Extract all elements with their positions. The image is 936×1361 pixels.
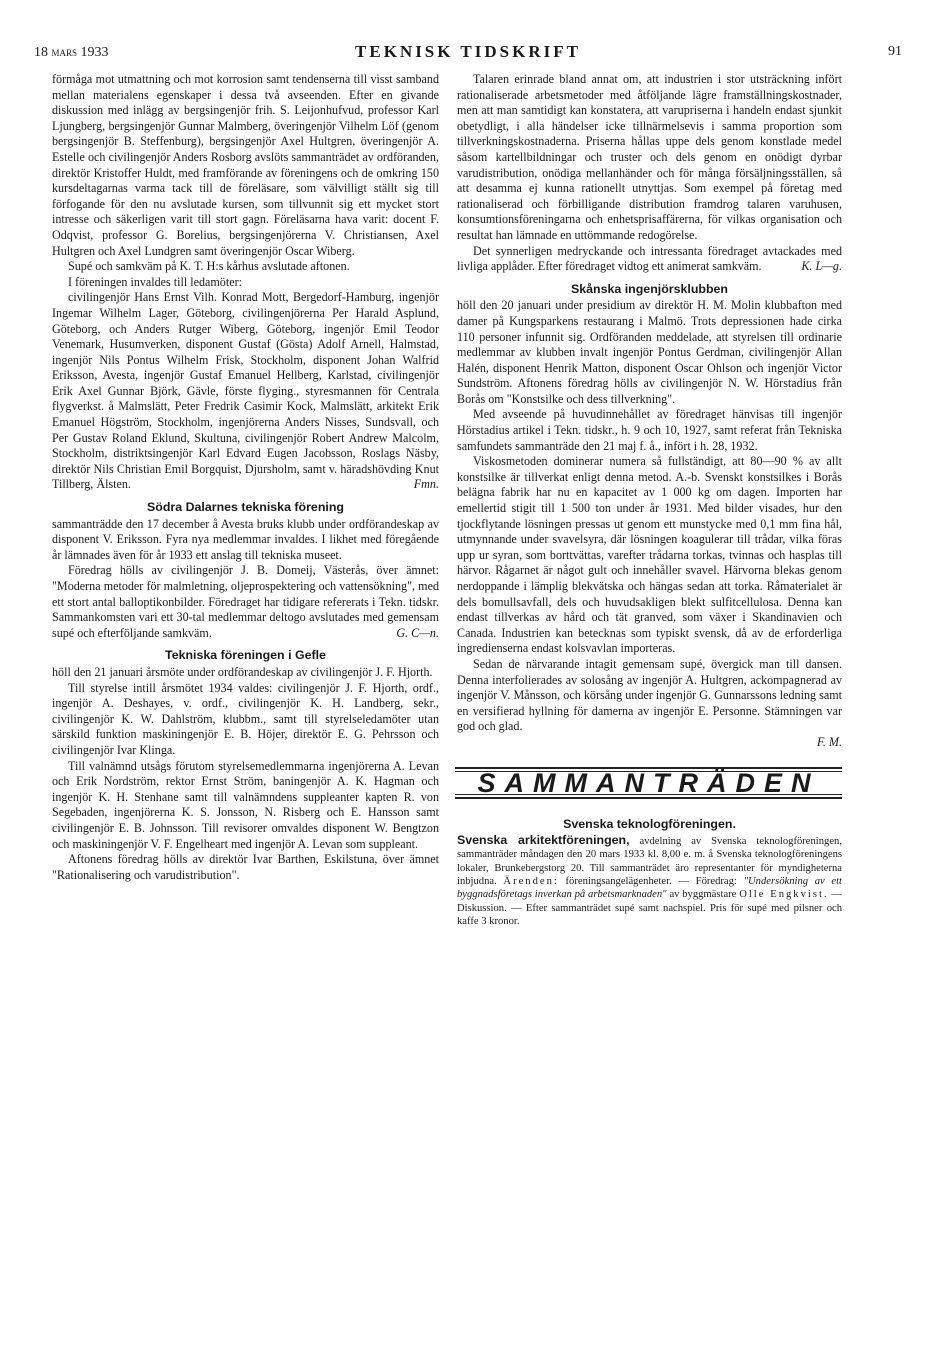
left-column	[52, 72, 439, 883]
paragraph: höll den 21 januari årsmöte under ordförandeskap av civilingenjör J. F. Hjorth.	[52, 664, 433, 679]
header-year: 1933	[80, 45, 109, 60]
meetings-banner	[455, 767, 842, 800]
section-title: Södra Dalarnes tekniska förening	[147, 500, 344, 515]
signature: F. M.	[817, 734, 842, 749]
page-header	[34, 40, 902, 64]
paragraph: Till valnämnd utsågs förutom styrelsemedlemmarna ingenjörerna A. Levan och Erik Nordström, rektor Ernst Ström, baningenjör A. K. Hagman och ingenjör K. H. Stenhane samt till valnämndens suppleanter kapten R. von Segebaden, ingenjörerna K. S. Jonsson, N. Risberg och E. Hansson samt civilingenjör E. B. Johnsson. Till revisorer omvaldes disponent W. Bengtzon och maskiningenjör V. F. Engelheart med ingenjör A. Levan som suppleant.	[52, 758, 439, 851]
header-date: 18 mars 1933	[34, 44, 109, 60]
paragraph: I föreningen invaldes till ledamöter:	[68, 274, 242, 289]
notice-lead: Svenska arkitektföreningen,	[457, 832, 630, 847]
paragraph: Aftonens föredrag hölls av direktör Ivar Barthen, Eskilstuna, över ämnet "Rationalisering och varudistribution".	[52, 852, 439, 882]
signature: G. C—n.	[396, 625, 439, 640]
paragraph: Viskosmetoden dominerar numera så fullständigt, att 80—90 % av allt konstsilke är tillverkat enligt denna metod. A.-b. Svenskt konstsilkes i Borås belägna fabrik har nu en kapacitet av 1 000 kg om dagen. Importen har emellertid stigit till 1 500 ton under år 1931. Med bilder visades, hur den tjockflytande lösningen pressas ut genom ett munstycke med 0,1 mm fina hål, utmynnande under svavelsyra, där lösningen koagulerar till trådar, vilka föras upp ur syran, som borttvättas, varefter trådarna torkas, tvinnas och hasplas till härvor. Rågarnet är något gult och innehåller svavel. Härvorna blekas genom nerdoppande i lämplig blekvätska och hängas sedan att torka. Råmaterialet är dels bomullsavfall, dels och huvudsakligen blekt sulfitcellulosa. Denna kan endast tillverkas av hård och tät granved, som växer i Skandinavien och Canada. Industrien kan betecknas som typiskt svensk, då av de erforderliga ingredienserna endast kolsvavlan importeras.	[457, 454, 842, 656]
paragraph: Talaren erinrade bland annat om, att industrien i stor utsträckning infört rationaliserade arbetsmetoder med åtföljande lägre framställningskostnader, men att man samtidigt kan konstatera, att varupriserna i handeln endast sjunkit obetydligt, i alla händelser icke tillnärmelsevis i samma proportion som tillverkningskostnaderna. Priserna hållas uppe dels genom konstlade medel såsom kartellbildningar och truster och dels genom en onödigt dyrbar varudistribution, onödiga mellanhänder och för många försäljningsställen, så att desamma ej kunna rationellt utnyttjas. Som exempel på företag med rationaliserad och förbilligande distribution framdrog talaren varuhusen, konsumtionsföreningarna och enhetsprisaffärerna, för vilkas organisation och resultat han lämnade en uttömmande redogörelse.	[457, 72, 842, 242]
right-column	[457, 72, 842, 929]
banner-title: SAMMANTRÄDEN	[455, 771, 842, 796]
paragraph: sammanträdde den 17 december å Avesta bruks klubb under ordförandeskap av disponent V. Eriksson. Fyra nya medlemmar invaldes. I likhet med föregående år lämnades även för år 1933 ett anslag till tekniska museet.	[52, 516, 439, 562]
signature: Fmn.	[413, 477, 439, 492]
paragraph: Till styrelse intill årsmötet 1934 valdes: civilingenjör J. F. Hjorth, ordf., ingenjör A. Deshayes, v. ordf., civilingenjör K. H. Landberg, sekr., civilingenjör K. W. Dahlström, klubbm., samt till styrelseledamöter utan särskild funktion maskiningenjör E. B. Höjer, direktör E. G. Pehrsson och civilingenjör Ivar Klinga.	[52, 680, 439, 757]
paragraph: Sedan de närvarande intagit gemensam supé, övergick man till dansen. Denna interfolierades av solosång av ingenjör A. Hultgren, ackompagnerad av ingenjör V. Månsson, och körsång under ingenjör G. Gunnarssons ledning samt en versifierad hyllning för damerna av ingenjör E. Personne. Stämningen var god och glad.	[457, 656, 842, 734]
page-number: 91	[888, 44, 902, 59]
journal-title: TEKNISK TIDSKRIFT	[355, 42, 581, 61]
header-month: mars	[51, 44, 78, 59]
lecture-topic: "Undersökning av ett byggnadsföretags inverkan på arbetsmarknaden"	[457, 875, 842, 901]
speaker-name: Olle Engkvist.	[739, 889, 829, 901]
section-title: Skånska ingenjörsklubben	[571, 281, 728, 296]
signature-line	[457, 735, 842, 751]
member-list-paragraph: civilingenjör Hans Ernst Vilh. Konrad Mott, Bergedorf-Hamburg, ingenjör Ingemar Wilhelm Lager, Göteborg, civilingenjörerna Per Harald Asplund, Göteborg, och Anders Rutger Wiberg, Göteborg, ingenjör Emil Teodor Venemark, Husumverken, disponent Gustaf (Gösta) Adolf Arnell, Halmstad, ingenjör Nils Pontus Wilhelm Frisk, Stockholm, disponent Johan Walfrid Eriksson, Avesta, ingenjör Gustaf Emanuel Hellberg, Karlstad, civilingenjör Erik Axel Gunnar Björk, Gävle, förste flyging., styresmannen för Centrala flygverkst. å Malmslätt, Peter Fredrik Casimir Kock, Malmslätt, arkitekt Erik Emanuel Högström, Stockholm, ingenjörerna Anders Nisses, Sundsvall, och Per Gustav Roland Eklund, Skultuna, civilingenjör Robert Andrew Malcolm, Stockholm, distriktsingenjör Karl Edvard Eugen Jacobsson, Roslags Näsby, direktör Nils Christian Emil Borgquist, Djursholm, samt v. häradshövding Knut Tillberg, Älsten. Fmn.	[52, 290, 439, 492]
section-title: Tekniska föreningen i Gefle	[165, 648, 326, 663]
agenda-label: Ärenden:	[503, 875, 559, 887]
paragraph: Det synnerligen medryckande och intressanta föredraget avtackades med livliga applåder. Efter föredraget vidtog ett animerat samkväm. K. L—g.	[457, 243, 842, 274]
paragraph: Supé och samkväm på K. T. H:s kårhus avslutade aftonen.	[68, 259, 350, 274]
paragraph: höll den 20 januari under presidium av direktör H. M. Molin klubbafton med damer på Kungsparkens restaurang i Malmö. Trots depressionen hade cirka 110 personer infunnit sig. Ordföranden meddelade, att styrelsen till ordinarie medlemmar av klubben invalt ingenjör Pontus Gerdman, civilingenjör Allan Halén, disponent Henrik Matton, disponent Oscar Ohlson och ingenjör Victor Sundström. Aftonens föredrag hölls av civilingenjör N. W. Hörstadius från Borås om "Konstsilke och dess tillverkning".	[457, 298, 842, 406]
meeting-notice: Svenska arkitektföreningen, avdelning av Svenska teknologföreningen, sammanträder måndagen den 20 mars 1933 kl. 8,00 e. m. å Svenska teknologföreningens lokaler, Brunkebergstorg 20. Till sammanträdet äro representanter för myndigheterna inbjudna. Ärenden: föreningsangelägenheter. — Föredrag: "Undersökning av ett byggnadsföretags inverkan på arbetsmarknaden" av byggmästare Olle Engkvist. — Diskussion. — Efter sammanträdet supé samt nachspiel. Pris för supé med pilsner och kaffe 3 kronor.	[457, 832, 842, 928]
continued-paragraph: förmåga mot utmattning och mot korrosion samt tendenserna till visst samband mellan materialens egenskaper i dessa två avseenden. Efter en givande diskussion med inlägg av bergsingenjör frih. S. Leijonhufvud, professor Karl Ljungberg, bergsingenjör Gunnar Malmberg, överingenjör Vilhelm Löf (genom bergsingenjör B. Steffenburg), bergsingenjör Axel Hultgren, överingenjör A. Estelle och civilingenjör Anders Rosborg avslöts sammanträdet av ordföranden, direktör Kristoffer Huldt, med framförande av föreningens och de omkring 150 kursdeltagarnas varma tack till de föreläsare, som välvilligt ställt sig till förfogande för den nu avslutade kursen, som tillvunnit sig ett mycket stort intresse och säkerligen varit till stort gagn. Föreläsarna hava varit: docent F. Odqvist, professor G. Borelius, bergsingenjörerna V. Christiansen, Axel Hultgren och Axel Lundgren samt överingenjör Oscar Wiberg.	[52, 72, 439, 258]
paragraph: Föredrag hölls av civilingenjör J. B. Domeij, Västerås, över ämnet: "Moderna metoder för malmletning, oljeprospektering och vattensökning", med ett stort antal balloptikonbilder. Föredraget har tidigare refererats i Tekn. tidskr. Sammankomsten vari ett 30-tal medlemmar deltogo avslutades med gemensam supé och efterföljande samkväm. G. C—n.	[52, 563, 439, 640]
signature: K. L—g.	[801, 259, 842, 274]
section-title: Svenska teknologföreningen.	[563, 817, 736, 832]
paragraph: Med avseende på huvudinnehållet av föredraget hänvisas till ingenjör Hörstadius artikel i Tekn. tidskr., h. 9 och 10, 1927, samt referat från Tekniska samfundets sammanträde den 21 maj f. å., infört i h. 28, 1932.	[457, 407, 842, 453]
